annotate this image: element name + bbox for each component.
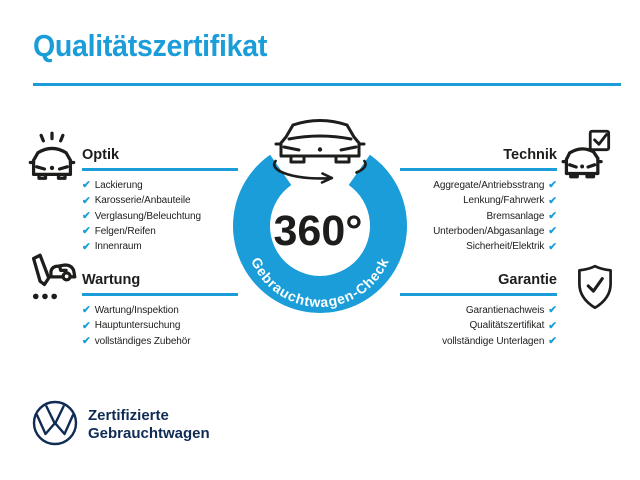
check-item-label: Lenkung/Fahrwerk bbox=[463, 195, 545, 207]
check-item bbox=[82, 209, 201, 224]
section-title-garantie: Garantie bbox=[498, 272, 557, 288]
check-item bbox=[400, 239, 557, 254]
check-item bbox=[82, 334, 190, 349]
check-icon: ✔ bbox=[82, 225, 91, 238]
checklist-optik bbox=[82, 178, 201, 254]
section-title-optik: Optik bbox=[82, 147, 120, 163]
title-divider bbox=[33, 83, 621, 86]
check-item bbox=[400, 334, 557, 349]
check-item-label: Qualitätszertifikat bbox=[469, 320, 545, 332]
check-icon: ✔ bbox=[548, 304, 557, 317]
shield-check-icon bbox=[572, 262, 618, 314]
check-icon: ✔ bbox=[82, 334, 91, 347]
check-icon: ✔ bbox=[548, 334, 557, 347]
section-garantie bbox=[400, 260, 614, 370]
check-icon: ✔ bbox=[548, 179, 557, 192]
check-item bbox=[400, 209, 557, 224]
section-divider bbox=[400, 293, 557, 296]
service-record-icon bbox=[26, 252, 78, 304]
section-divider bbox=[82, 168, 238, 171]
check-item bbox=[400, 318, 557, 333]
check-item bbox=[82, 303, 190, 318]
check-item-label: Bremsanlage bbox=[486, 210, 545, 222]
section-title-wartung: Wartung bbox=[82, 272, 141, 288]
ring-label: Gebrauchtwagen-Check bbox=[248, 254, 392, 311]
degree-label: 360° bbox=[273, 207, 363, 255]
section-technik bbox=[400, 126, 614, 256]
check-item-label: Garantienachweis bbox=[465, 305, 545, 317]
checklist-garantie bbox=[400, 303, 557, 349]
check-icon: ✔ bbox=[82, 179, 91, 192]
section-divider bbox=[82, 293, 238, 296]
page-title: Qualitätszertifikat bbox=[33, 28, 268, 63]
check-icon: ✔ bbox=[82, 209, 91, 222]
car-shine-icon bbox=[26, 130, 78, 182]
footer-claim bbox=[88, 407, 210, 443]
check-item-label: Sicherheit/Elektrik bbox=[466, 241, 545, 253]
check-item-label: Lackierung bbox=[94, 180, 143, 192]
check-icon: ✔ bbox=[82, 194, 91, 207]
section-title-technik: Technik bbox=[503, 147, 557, 163]
check-icon: ✔ bbox=[548, 194, 557, 207]
check-item bbox=[400, 224, 557, 239]
check-item-label: Karosserie/Anbauteile bbox=[94, 195, 191, 207]
check-item bbox=[400, 193, 557, 208]
360-check-badge bbox=[225, 108, 415, 320]
car-rotate-icon bbox=[274, 121, 365, 183]
check-item-label: Wartung/Inspektion bbox=[94, 305, 179, 317]
check-item bbox=[82, 318, 190, 333]
check-item-label: Verglasung/Beleuchtung bbox=[94, 210, 201, 222]
check-item-label: Aggregate/Antriebsstrang bbox=[433, 180, 545, 192]
car-checkbox-icon bbox=[561, 128, 613, 180]
footer-brand bbox=[31, 399, 291, 459]
check-icon: ✔ bbox=[548, 209, 557, 222]
section-wartung bbox=[26, 252, 238, 362]
check-item-label: Hauptuntersuchung bbox=[94, 320, 181, 332]
section-divider bbox=[400, 168, 557, 171]
check-icon: ✔ bbox=[548, 319, 557, 332]
check-item bbox=[400, 303, 557, 318]
footer-claim-line1: Zertifizierte bbox=[88, 407, 169, 424]
check-item-label: vollständige Unterlagen bbox=[442, 335, 545, 347]
check-icon: ✔ bbox=[82, 240, 91, 253]
section-optik bbox=[26, 128, 238, 258]
check-item bbox=[82, 193, 201, 208]
checklist-technik bbox=[400, 178, 557, 254]
center-ring bbox=[225, 108, 415, 320]
check-item bbox=[82, 178, 201, 193]
check-icon: ✔ bbox=[548, 240, 557, 253]
check-icon: ✔ bbox=[82, 304, 91, 317]
check-item-label: Innenraum bbox=[94, 241, 142, 253]
check-item bbox=[82, 224, 201, 239]
check-icon: ✔ bbox=[548, 225, 557, 238]
check-item-label: vollständiges Zubehör bbox=[94, 335, 191, 347]
check-item-label: Unterboden/Abgasanlage bbox=[433, 226, 545, 238]
checklist-wartung bbox=[82, 303, 190, 349]
vw-logo-icon bbox=[31, 399, 79, 447]
footer-claim-line2: Gebrauchtwagen bbox=[88, 425, 210, 442]
check-item bbox=[400, 178, 557, 193]
check-icon: ✔ bbox=[82, 319, 91, 332]
check-item-label: Felgen/Reifen bbox=[94, 226, 156, 238]
